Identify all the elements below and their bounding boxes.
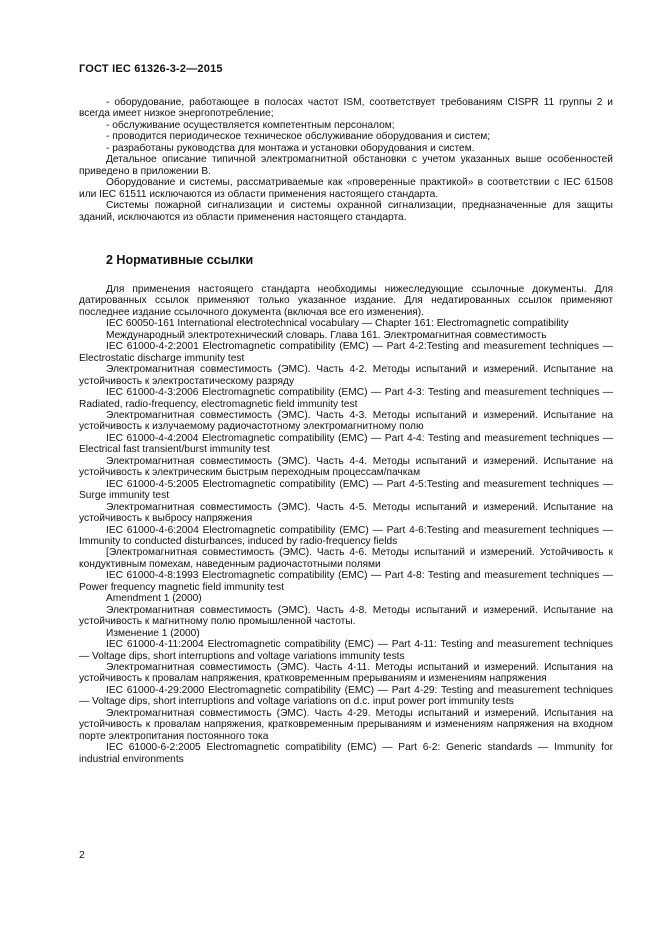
reference-paragraph: Электромагнитная совместимость (ЭМС). Часть 4-2. Методы испытаний и измерений. Испытание на устойчивость к электростатическому разряду — [79, 364, 613, 387]
reference-paragraph: IEC 61000-4-29:2000 Electromagnetic compatibility (EMC) — Part 4-29: Testing and measurement techniques — Voltage dips, short interruptions and voltage variations on d.c. input power port immunity tests — [79, 684, 613, 708]
scope-text — [79, 97, 613, 223]
section-heading: 2 Нормативные ссылки — [106, 253, 254, 267]
reference-paragraph: IEC 61000-4-4:2004 Electromagnetic compatibility (EMC) — Part 4-4: Testing and measurement techniques — Electrical fast transient/burst immunity test — [79, 432, 613, 456]
reference-paragraph: [Электромагнитная совместимость (ЭМС). Часть 4-6. Методы испытаний и измерений. Устойчивость к кондуктивным помехам, наведенным радиочастотными полями — [79, 547, 613, 570]
reference-paragraph: Для применения настоящего стандарта необходимы нижеследующие ссылочные документы. Для датированных ссылок применяют только указанное издание. Для недатированных ссылок применяют последнее издание ссылочного документа (включая все его изменения). — [79, 284, 613, 318]
reference-paragraph: IEC 61000-4-8:1993 Electromagnetic compatibility (EMC) — Part 4-8: Testing and measurement techniques — Power frequency magnetic field immunity test — [79, 570, 613, 593]
reference-paragraph: Электромагнитная совместимость (ЭМС). Часть 4-5. Методы испытаний и измерений. Испытание на устойчивость к выбросу напряжения — [79, 501, 613, 525]
reference-paragraph: Электромагнитная совместимость (ЭМС). Часть 4-11. Методы испытаний и измерений. Испытания на устойчивость к провалам напряжения, кратковременным прерываниям и изменениям напряжения — [79, 661, 613, 685]
reference-paragraph: Международный электротехнический словарь. Глава 161. Электромагнитная совместимость — [106, 329, 547, 341]
paragraph: - разработаны руководства для монтажа и установки оборудования и систем. — [106, 142, 475, 154]
paragraph: Системы пожарной сигнализации и системы охранной сигнализации, предназначенные для защиты зданий, исключаются из области применения настоящего стандарта. — [79, 200, 613, 223]
paragraph: - обслуживание осуществляется компетентным персоналом; — [106, 119, 395, 131]
reference-paragraph: Amendment 1 (2000) — [106, 593, 202, 605]
paragraph: Оборудование и системы, рассматриваемые как «проверенные практикой» в соответствии с IEC 61508 или IEC 61511 исключаются из области применения настоящего стандарта. — [79, 177, 613, 200]
reference-paragraph: IEC 61000-4-11:2004 Electromagnetic compatibility (EMC) — Part 4-11: Testing and measurement techniques — Voltage dips, short interruptions and voltage variations immunity tests — [79, 639, 613, 662]
reference-paragraph: IEC 61000-4-5:2005 Electromagnetic compatibility (EMC) — Part 4-5:Testing and measurement techniques — Surge immunity test — [79, 478, 613, 502]
paragraph: - проводится периодическое техническое обслуживание оборудования и систем; — [106, 131, 491, 143]
reference-paragraph: Электромагнитная совместимость (ЭМС). Часть 4-8. Методы испытаний и измерений. Испытание на устойчивость к магнитному полю промышленной частоты. — [79, 604, 613, 628]
reference-paragraph: IEC 60050-161 International electrotechnical vocabulary — Chapter 161: Electromagnetic compatibility — [106, 318, 569, 330]
document-header: ГОСТ IEC 61326-3-2—2015 — [79, 63, 223, 75]
reference-paragraph: Электромагнитная совместимость (ЭМС). Часть 4-29. Методы испытаний и измерений. Испытания на устойчивость к провалам напряжения, кратковременным прерываниям и изменениям напряжения на входном порте электропитания постоянного тока — [79, 707, 613, 742]
paragraph: Детальное описание типичной электромагнитной обстановки с учетом указанных выше особенностей приведено в приложении В. — [79, 154, 613, 177]
reference-paragraph: Электромагнитная совместимость (ЭМС). Часть 4-3. Методы испытаний и измерений. Испытание на устойчивость к излучаемому радиочастотному электромагнитному полю — [79, 409, 613, 433]
reference-paragraph: IEC 61000-4-2:2001 Electromagnetic compatibility (EMC) — Part 4-2:Testing and measurement techniques — Electrostatic discharge immunity test — [79, 341, 613, 364]
reference-paragraph: IEC 61000-6-2:2005 Electromagnetic compatibility (EMC) — Part 6-2: Generic standards — Immunity for industrial environments — [79, 742, 613, 765]
reference-paragraph: Электромагнитная совместимость (ЭМС). Часть 4-4. Методы испытаний и измерений. Испытание на устойчивость к электрическим быстрым переходным процессам/пачкам — [79, 455, 613, 479]
reference-paragraph: IEC 61000-4-3:2006 Electromagnetic compatibility (EMC) — Part 4-3: Testing and measurement techniques — Radiated, radio-frequency, electromagnetic field immunity test — [79, 387, 613, 410]
page-number: 2 — [79, 849, 85, 861]
reference-paragraph: Изменение 1 (2000) — [106, 627, 200, 639]
references-list — [79, 284, 613, 765]
reference-paragraph: IEC 61000-4-6:2004 Electromagnetic compatibility (EMC) — Part 4-6:Testing and measurement techniques — Immunity to conducted disturbances, induced by radio-frequency fields — [79, 524, 613, 547]
paragraph: - оборудование, работающее в полосах частот ISM, соответствует требованиям CISPR 11 группы 2 и всегда имеет низкое энергопотребление; — [79, 97, 613, 120]
